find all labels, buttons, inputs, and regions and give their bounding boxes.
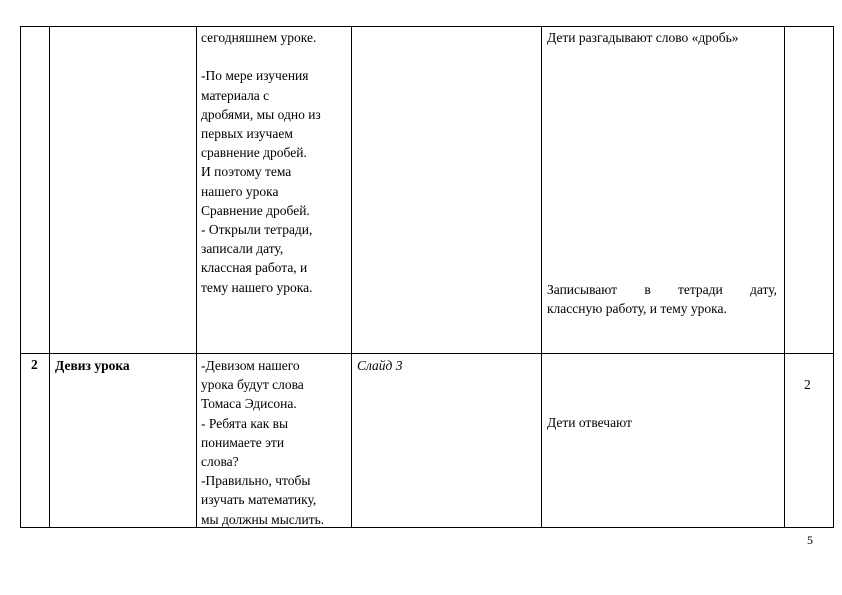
table-column-divider: [784, 26, 785, 528]
table-border-top: [20, 26, 834, 27]
table-column-divider: [49, 26, 50, 528]
text-line: Записывают в тетради дату,: [547, 282, 777, 297]
table-column-divider: [351, 26, 352, 528]
text-line: урока будут слова: [201, 377, 304, 393]
row1-teacher-activity: [201, 28, 349, 297]
text-line: [201, 47, 349, 66]
text-line: Сравнение дробей.: [201, 202, 310, 218]
text-line: классная работа, и: [201, 260, 308, 276]
text-line: изучать математику,: [201, 492, 317, 508]
text-line: Томаса Эдисона.: [201, 396, 297, 412]
text-line: И поэтому тема: [201, 164, 292, 180]
text-line: -Правильно, чтобы: [201, 473, 311, 489]
text-line: сегодняшнем уроке.: [201, 30, 317, 45]
text-line: мы должны мыслить.: [201, 511, 325, 527]
text-line: слова?: [201, 454, 239, 470]
text-line: -По мере изучения: [201, 68, 309, 84]
row2-student-activity: Дети отвечают: [547, 415, 632, 430]
row2-stage: Девиз урока: [55, 358, 130, 373]
table-row-divider: [20, 353, 834, 354]
text-line: дробями, мы одно из: [201, 106, 321, 122]
table-border-bottom: [20, 527, 834, 528]
text-line: сравнение дробей.: [201, 145, 307, 161]
row2-minutes: 2: [804, 377, 811, 392]
text-line: нашего урока: [201, 183, 279, 199]
row2-number: 2: [31, 357, 38, 372]
text-line: материала с: [201, 87, 270, 103]
text-line: тему нашего урока.: [201, 279, 313, 295]
text-line: первых изучаем: [201, 126, 293, 141]
table-column-divider: [541, 26, 542, 528]
table-border-left: [20, 26, 21, 528]
table-column-divider: [196, 26, 197, 528]
table-border-right: [833, 26, 834, 528]
text-line: классную работу, и тему урока.: [547, 301, 727, 317]
text-line: - Открыли тетради,: [201, 222, 313, 238]
row2-slide: Слайд 3: [357, 358, 403, 373]
text-line: понимаете эти: [201, 434, 285, 450]
text-line: записали дату,: [201, 241, 284, 257]
text-line: -Девизом нашего: [201, 358, 300, 373]
row2-teacher-activity: [201, 356, 349, 529]
text-line: - Ребята как вы: [201, 415, 289, 431]
page-number: 5: [807, 533, 813, 547]
row1-student-activity-top: Дети разгадывают слово «дробь»: [547, 30, 739, 45]
row1-student-activity-bottom: [547, 280, 777, 318]
